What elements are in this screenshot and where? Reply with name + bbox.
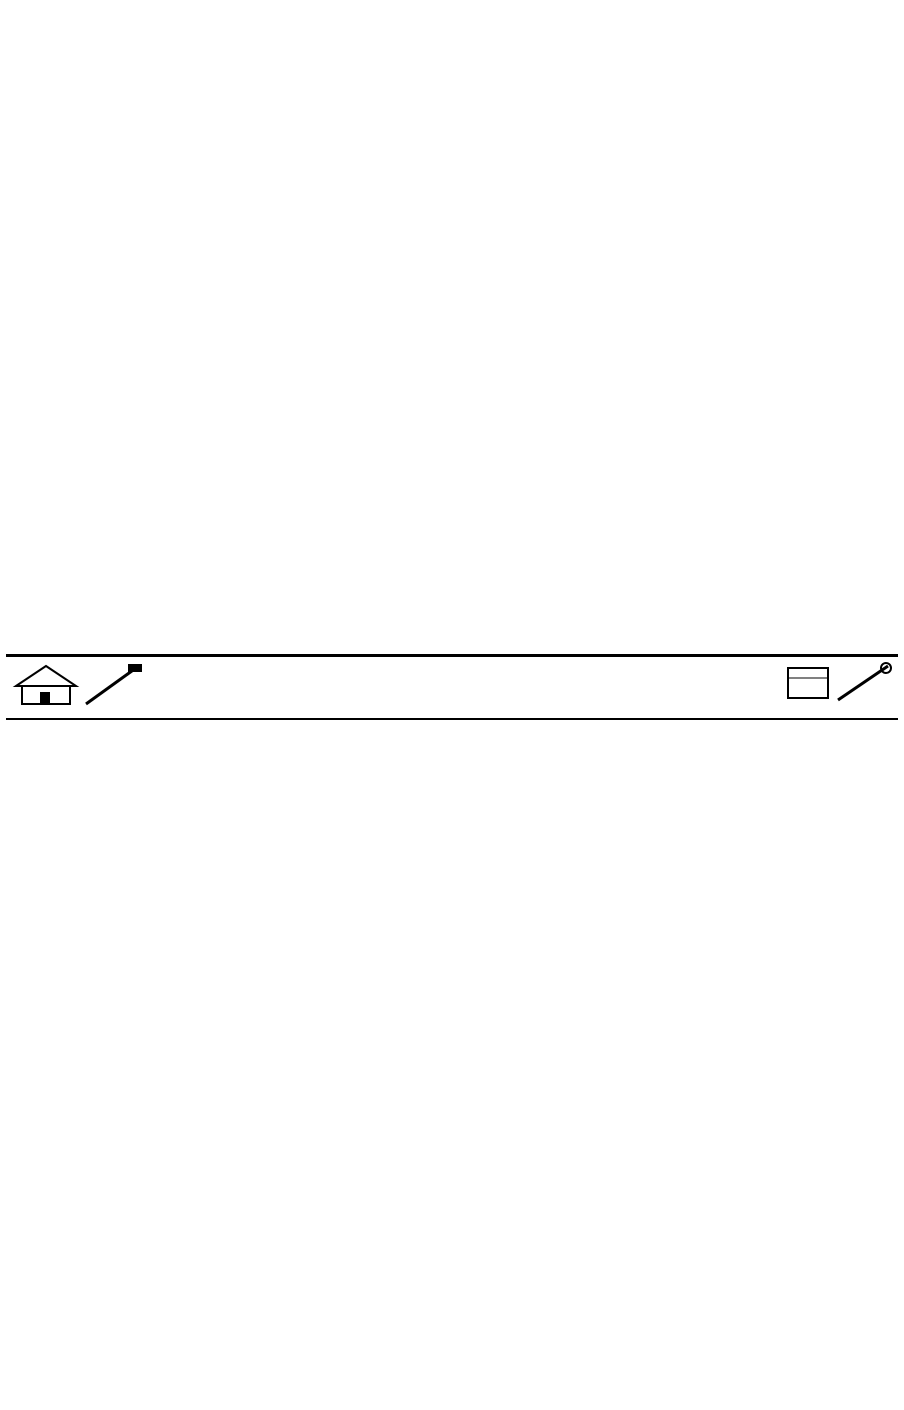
tools-illustration-icon xyxy=(778,660,898,706)
help-wanted-section xyxy=(6,14,898,654)
service-guide-section xyxy=(6,722,898,1402)
home-service-guide-banner xyxy=(6,654,898,720)
house-illustration-icon xyxy=(6,660,146,706)
